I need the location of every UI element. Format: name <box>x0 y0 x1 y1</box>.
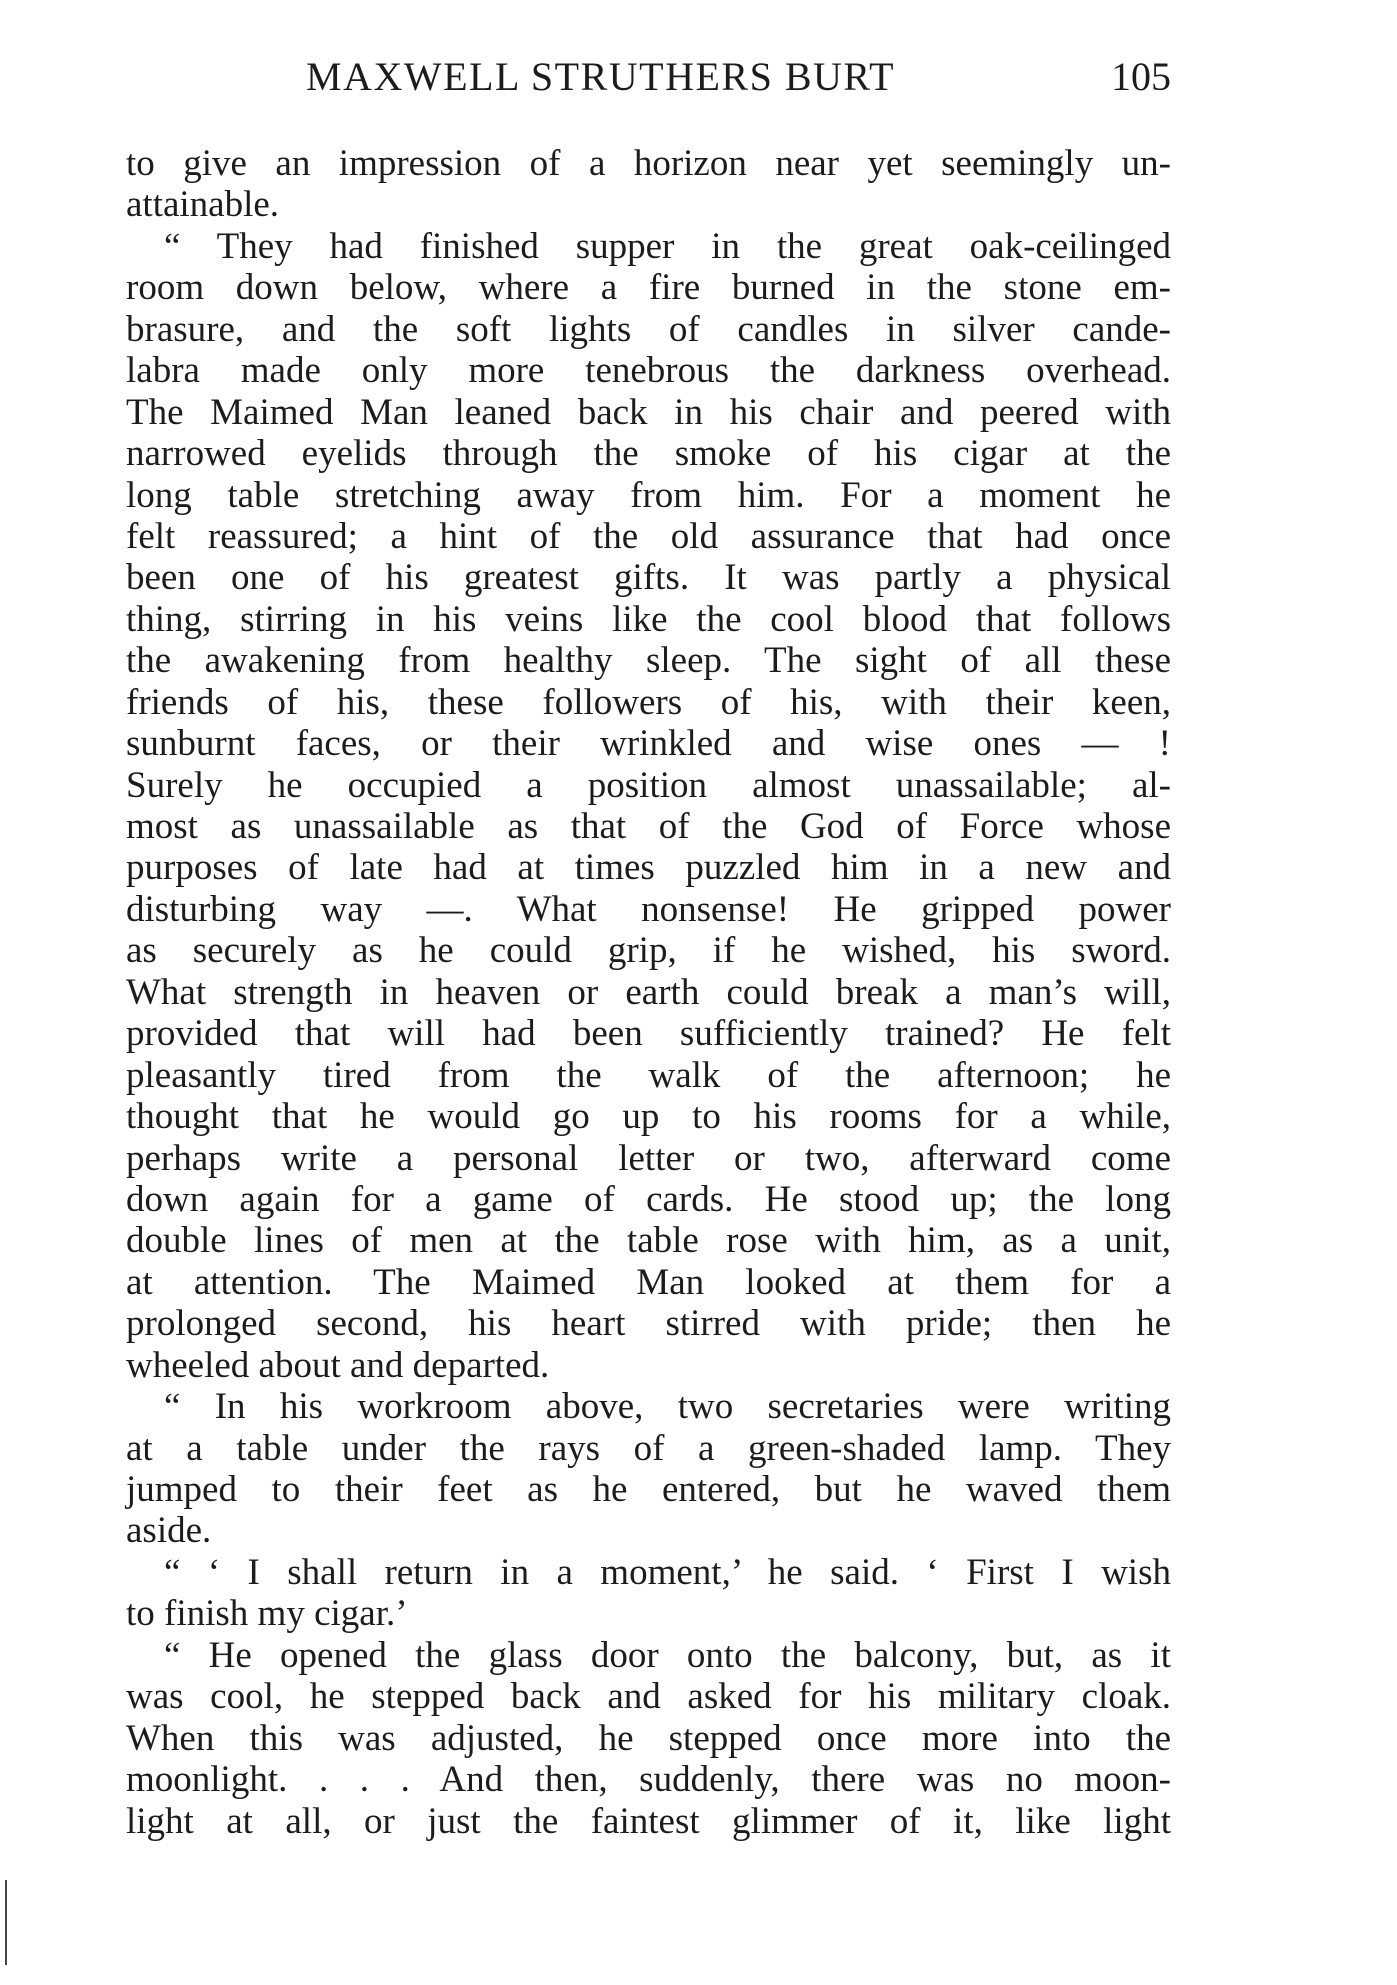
text-line: thing, stirring in his veins like the cool blood that follows <box>126 598 1171 640</box>
text-line: Surely he occupied a position almost unassailable; al- <box>126 764 1171 806</box>
text-line: was cool, he stepped back and asked for his military cloak. <box>126 1676 1171 1718</box>
text-line: prolonged second, his heart stirred with pride; then he <box>126 1303 1171 1345</box>
text-line: perhaps write a personal letter or two, afterward come <box>126 1137 1171 1179</box>
text-line: felt reassured; a hint of the old assurance that had once <box>126 515 1171 557</box>
text-line: long table stretching away from him. For a moment he <box>126 474 1171 516</box>
text-line: the awakening from healthy sleep. The sight of all these <box>126 640 1171 682</box>
text-line: “ ‘ I shall return in a moment,’ he said. ‘ First I wish <box>164 1551 1171 1593</box>
text-line: What strength in heaven or earth could break a man’s will, <box>126 971 1171 1013</box>
text-line: been one of his greatest gifts. It was partly a physical <box>126 557 1171 599</box>
text-line: attainable. <box>126 184 280 226</box>
text-line: “ They had finished supper in the great oak-ceilinged <box>164 225 1171 267</box>
text-line: provided that will had been sufficiently trained? He felt <box>126 1013 1171 1055</box>
text-line: most as unassailable as that of the God of Force whose <box>126 806 1171 847</box>
page-number: 105 <box>1111 54 1171 99</box>
text-line: brasure, and the soft lights of candles in silver cande- <box>126 308 1171 350</box>
body-text <box>126 143 1171 1842</box>
text-line: thought that he would go up to his rooms for a while, <box>126 1096 1171 1138</box>
text-line: to finish my cigar.’ <box>126 1593 408 1635</box>
margin-mark <box>5 1880 7 1965</box>
text-line: sunburnt faces, or their wrinkled and wise ones — ! <box>126 723 1171 765</box>
running-title: MAXWELL STRUTHERS BURT <box>306 54 896 99</box>
text-line: down again for a game of cards. He stood up; the long <box>126 1178 1171 1220</box>
text-line: aside. <box>126 1510 212 1552</box>
text-line: labra made only more tenebrous the darkness overhead. <box>126 350 1171 392</box>
text-line: “ He opened the glass door onto the balcony, but, as it <box>164 1634 1171 1676</box>
text-line: wheeled about and departed. <box>126 1344 550 1386</box>
text-line: jumped to their feet as he entered, but he waved them <box>126 1469 1171 1510</box>
text-line: narrowed eyelids through the smoke of his cigar at the <box>126 433 1171 475</box>
text-line: at attention. The Maimed Man looked at them for a <box>126 1261 1171 1303</box>
text-line: double lines of men at the table rose with him, as a unit, <box>126 1220 1171 1262</box>
text-line: room down below, where a fire burned in the stone em- <box>126 267 1171 309</box>
text-line: at a table under the rays of a green-shaded lamp. They <box>126 1427 1171 1469</box>
text-line: light at all, or just the faintest glimmer of it, like light <box>126 1800 1171 1842</box>
text-line: The Maimed Man leaned back in his chair and peered with <box>126 391 1171 433</box>
text-line: moonlight. . . . And then, suddenly, there was no moon- <box>126 1759 1171 1801</box>
text-line: friends of his, these followers of his, with their keen, <box>126 681 1171 723</box>
text-line: When this was adjusted, he stepped once more into the <box>126 1717 1171 1759</box>
text-line: disturbing way —. What nonsense! He gripped power <box>126 888 1171 930</box>
text-line: purposes of late had at times puzzled him in a new and <box>126 847 1171 889</box>
running-head <box>126 52 1171 102</box>
text-line: as securely as he could grip, if he wished, his sword. <box>126 930 1171 972</box>
text-line: “ In his workroom above, two secretaries were writing <box>164 1386 1171 1428</box>
text-line: pleasantly tired from the walk of the afternoon; he <box>126 1054 1171 1096</box>
text-line: to give an impression of a horizon near yet seemingly un- <box>126 143 1171 184</box>
